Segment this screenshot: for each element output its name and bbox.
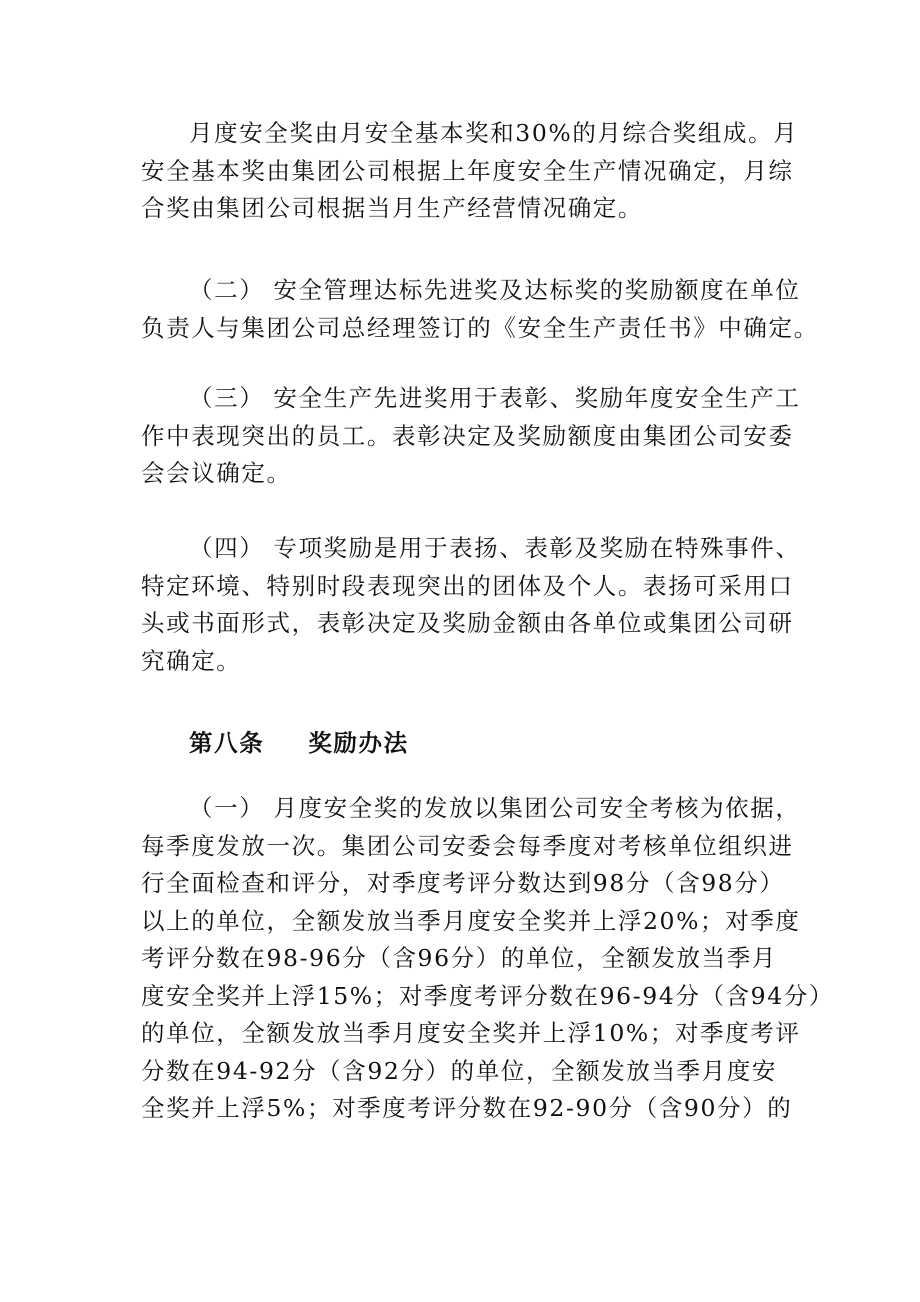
text-line: 行全面检查和评分，对季度考评分数达到98分（含98分）	[141, 869, 785, 897]
paragraph-item-2	[141, 272, 819, 347]
text-line: 特定环境、特别时段表现突出的团体及个人。表扬可采用口	[141, 571, 794, 600]
text-line: 头或书面形式，表彰决定及奖励金额由各单位或集团公司研	[141, 609, 794, 637]
text-line: 考评分数在98-96分（含96分）的单位，全额发放当季月	[141, 944, 777, 972]
text-line: 会会议确定。	[141, 459, 292, 487]
text-line: （三） 安全生产先进奖用于表彰、奖励年度安全生产工	[189, 384, 801, 412]
text-line: 全奖并上浮5%；对季度考评分数在92-90分（含90分）的	[141, 1094, 793, 1122]
paragraph-monthly-award-method	[141, 790, 834, 1128]
article-number: 第八条	[189, 729, 265, 757]
paragraph-monthly-award-composition	[141, 115, 799, 228]
text-line: （一） 月度安全奖的发放以集团公司安全考核为依据，	[189, 794, 801, 822]
article-heading	[189, 725, 409, 763]
text-line: （二） 安全管理达标先进奖及达标奖的奖励额度在单位	[189, 276, 801, 304]
text-line: 合奖由集团公司根据当月生产经营情况确定。	[141, 194, 643, 222]
text-line: 度安全奖并上浮15%；对季度考评分数在96-94分（含94分）	[141, 981, 834, 1010]
text-line: 每季度发放一次。集团公司安委会每季度对考核单位组织进	[141, 831, 794, 860]
text-line: 月度安全奖由月安全基本奖和30%的月综合奖组成。月	[189, 119, 799, 147]
text-line: 作中表现突出的员工。表彰决定及奖励额度由集团公司安委	[141, 421, 794, 450]
text-line: 以上的单位，全额发放当季月度安全奖并上浮20%；对季度	[141, 906, 801, 935]
text-line: 负责人与集团公司总经理签订的《安全生产责任书》中确定。	[141, 313, 819, 342]
text-line: 安全基本奖由集团公司根据上年度安全生产情况确定，月综	[141, 156, 794, 185]
text-line: 的单位，全额发放当季月度安全奖并上浮10%；对季度考评	[141, 1019, 801, 1047]
article-title: 奖励办法	[308, 729, 409, 757]
text-line: （四） 专项奖励是用于表扬、表彰及奖励在特殊事件、	[189, 534, 801, 562]
text-line: 究确定。	[141, 646, 242, 675]
paragraph-item-3	[141, 380, 801, 493]
paragraph-item-4	[141, 530, 801, 680]
text-line: 分数在94-92分（含92分）的单位，全额发放当季月度安	[141, 1056, 777, 1085]
